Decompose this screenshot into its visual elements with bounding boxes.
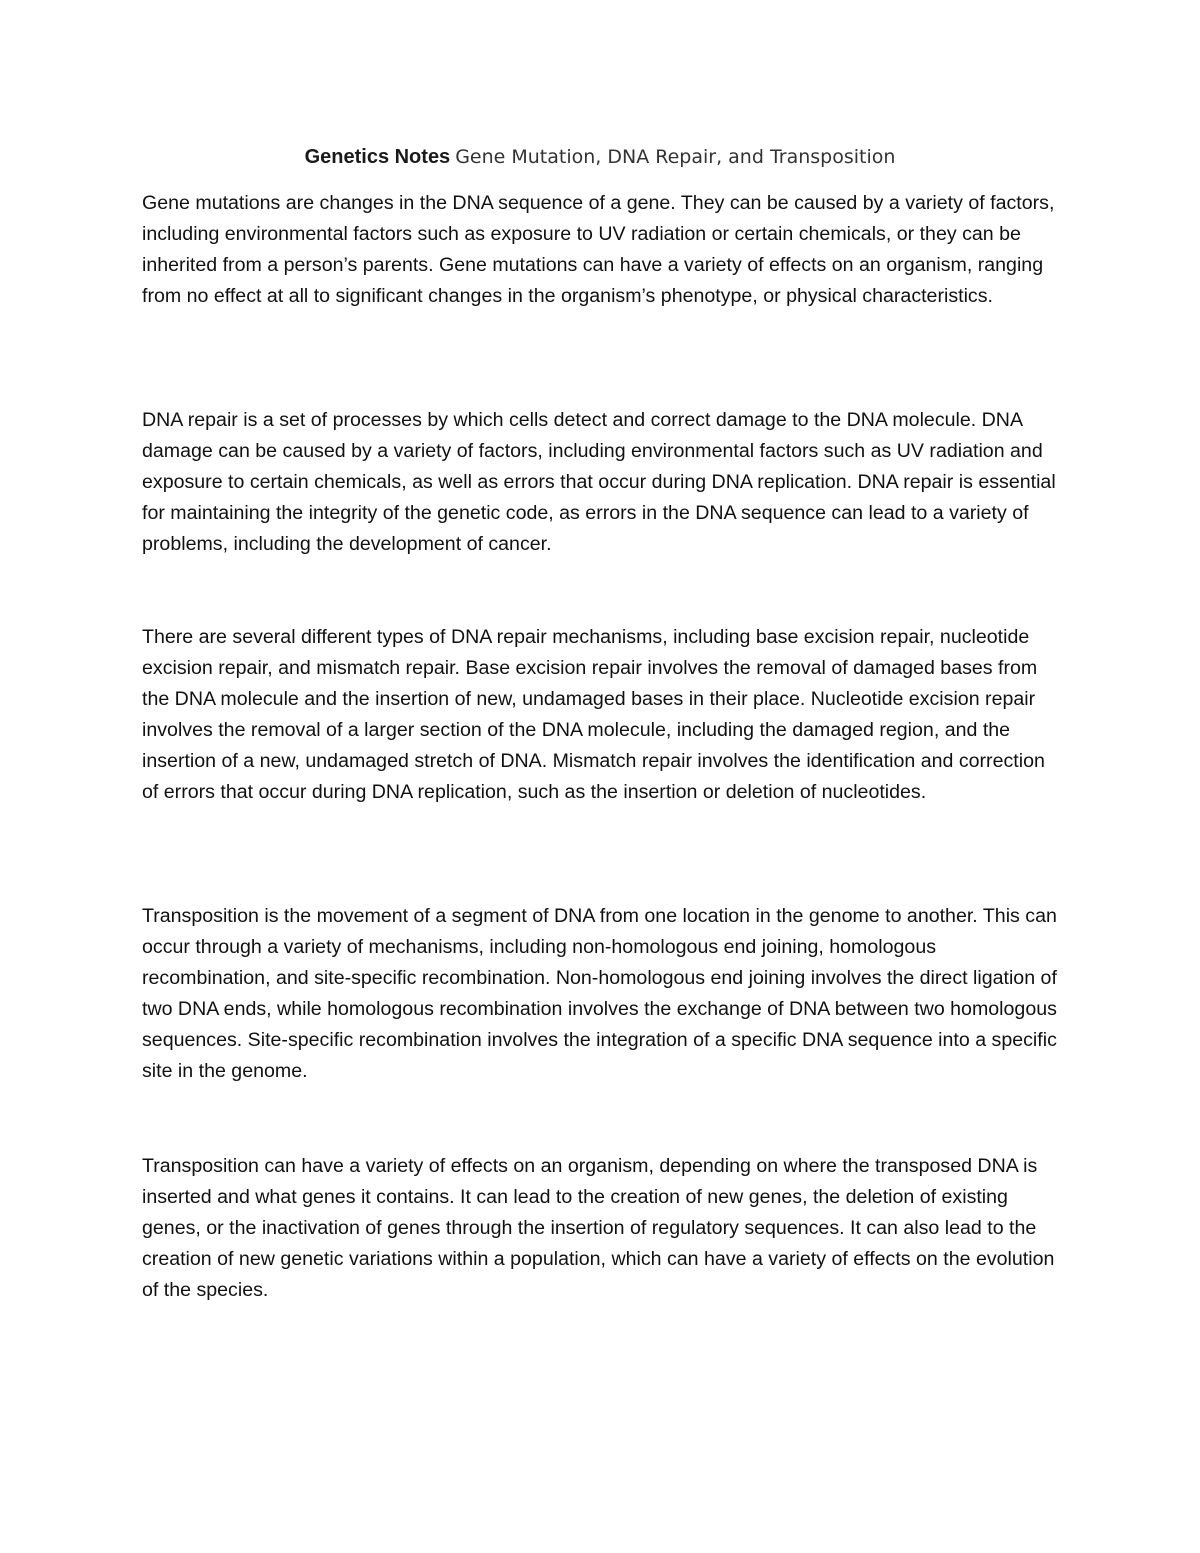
document-title <box>0 142 1200 172</box>
paragraph-transposition: Transposition is the movement of a segment of DNA from one location in the genome to another. This can occur through a variety of mechanisms, including non-homologous end joining, homologous recombination, and site-specific recombination. Non-homologous end joining involves the direct ligation of two DNA ends, while homologous recombination involves the exchange of DNA between two homologous sequences. Site-specific recombination involves the integration of a specific DNA sequence into a specific site in the genome. <box>142 905 1057 1082</box>
paragraph-dna-repair: DNA repair is a set of processes by which cells detect and correct damage to the DNA molecule. DNA damage can be caused by a variety of factors, including environmental factors such as UV radiation and exposure to certain chemicals, as well as errors that occur during DNA replication. DNA repair is essential for maintaining the integrity of the genetic code, as errors in the DNA sequence can lead to a variety of problems, including the development of cancer. <box>142 409 1056 555</box>
title-subtitle: Gene Mutation, DNA Repair, and Transposition <box>455 146 896 168</box>
paragraph-gene-mutations: Gene mutations are changes in the DNA sequence of a gene. They can be caused by a variety of factors, including environmental factors such as exposure to UV radiation or certain chemicals, or they can be inherited from a person’s parents. Gene mutations can have a variety of effects on an organism, ranging from no effect at all to significant changes in the organism’s phenotype, or physical characteristics. <box>142 192 1055 307</box>
paragraph-repair-mechanisms: There are several different types of DNA repair mechanisms, including base excision repair, nucleotide excision repair, and mismatch repair. Base excision repair involves the removal of damaged bases from the DNA molecule and the insertion of new, undamaged bases in their place. Nucleotide excision repair involves the removal of a larger section of the DNA molecule, including the damaged region, and the insertion of a new, undamaged stretch of DNA. Mismatch repair involves the identification and correction of errors that occur during DNA replication, such as the insertion or deletion of nucleotides. <box>142 626 1045 803</box>
title-main: Genetics Notes <box>304 146 451 168</box>
paragraph-transposition-effects: Transposition can have a variety of effects on an organism, depending on where the transposed DNA is inserted and what genes it contains. It can lead to the creation of new genes, the deletion of existing genes, or the inactivation of genes through the insertion of regulatory sequences. It can also lead to the creation of new genetic variations within a population, which can have a variety of effects on the evolution of the species. <box>142 1155 1055 1301</box>
